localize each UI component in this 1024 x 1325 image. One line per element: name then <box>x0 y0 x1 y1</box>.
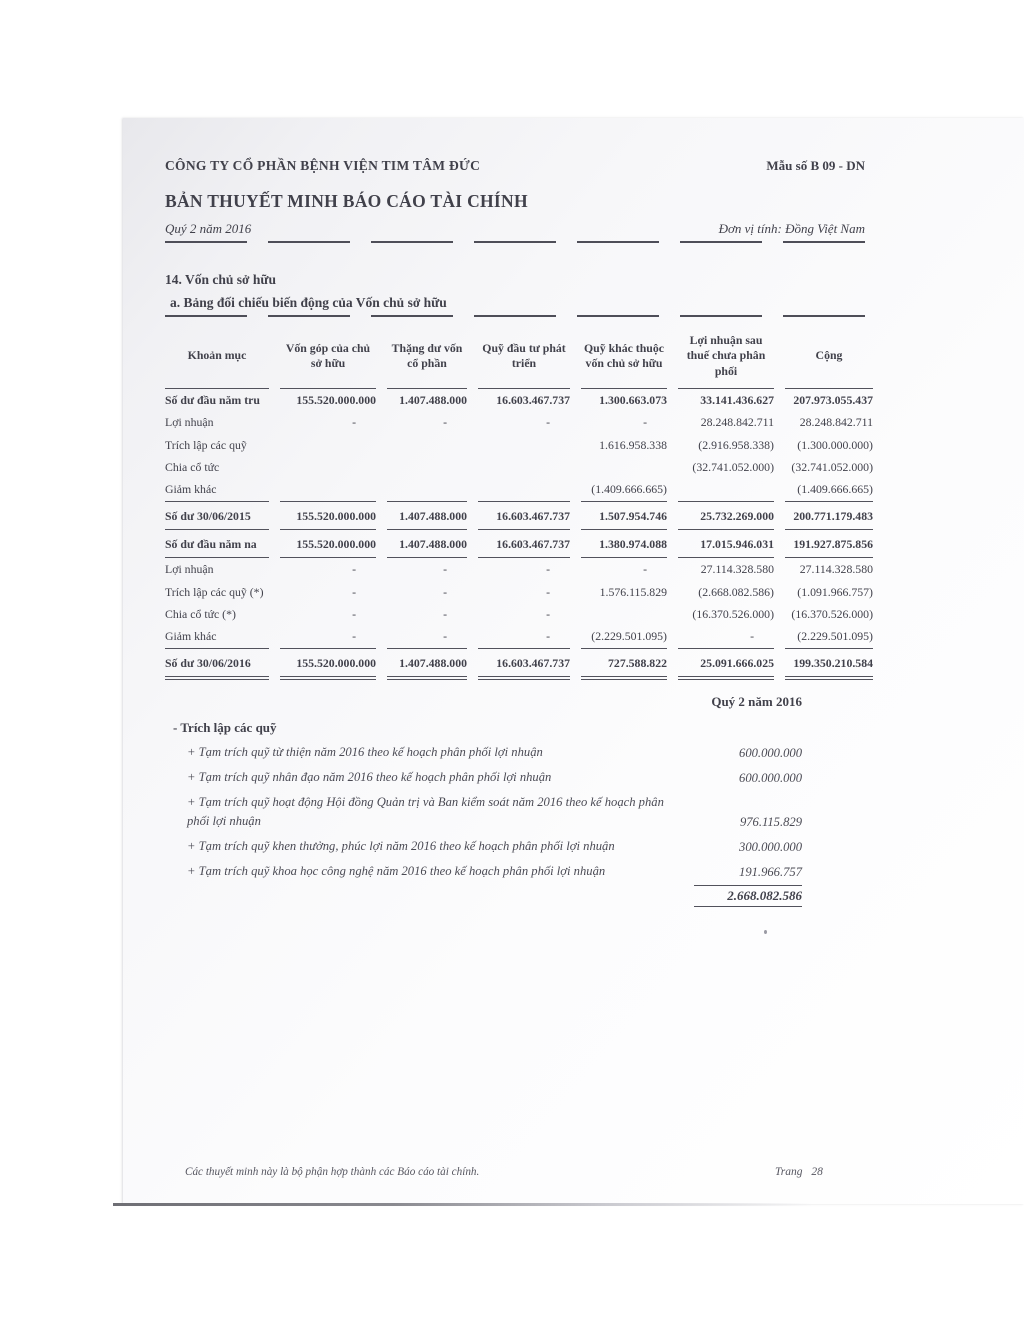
column-header: Thặng dư vốn cổ phần <box>387 323 467 389</box>
row-label: Số dư 30/06/2015 <box>165 501 269 530</box>
table-cell: - <box>546 562 550 577</box>
table-row <box>165 558 873 580</box>
page-bottom-edge <box>113 1203 813 1206</box>
table-row <box>165 501 873 530</box>
table-cell: - <box>443 629 447 644</box>
table-cell: - <box>352 584 356 599</box>
table-cell: (1.409.666.665) <box>797 482 873 497</box>
table-cell: 28.248.842.711 <box>700 415 774 430</box>
table-row <box>165 625 873 647</box>
table-cell: (2.229.501.095) <box>797 629 873 644</box>
table-row <box>165 581 873 603</box>
fund-item-label: + Tạm trích quỹ hoạt động Hội đồng Quản trị và Ban kiểm soát năm 2016 theo kế hoạch phân phối lợi nhuận <box>187 795 664 828</box>
table-cell: - <box>643 562 647 577</box>
table-cell <box>581 456 667 478</box>
table-cell: 1.616.958.338 <box>599 437 667 452</box>
table-cell: 1.576.115.829 <box>599 584 667 599</box>
table-cell: 27.114.328.580 <box>700 562 774 577</box>
fund-item-value: 191.966.757 <box>739 865 802 880</box>
table-cell: 16.603.467.737 <box>478 530 570 558</box>
table-cell: - <box>352 562 356 577</box>
fund-item-value: 600.000.000 <box>739 771 802 786</box>
table-cell: (1.409.666.665) <box>591 482 667 497</box>
table-cell: 727.588.822 <box>581 648 667 680</box>
table-cell <box>280 456 376 478</box>
footer-page-number: Trang 28 <box>775 1166 823 1178</box>
company-name: CÔNG TY CỔ PHẦN BỆNH VIỆN TIM TÂM ĐỨC <box>165 158 481 173</box>
fund-item-label: + Tạm trích quỹ nhân đạo năm 2016 theo kế hoạch phân phối lợi nhuận <box>187 770 552 785</box>
fund-item-label: + Tạm trích quỹ khen thưởng, phúc lợi năm 2016 theo kế hoạch phân phối lợi nhuận <box>187 838 615 853</box>
table-cell: 28.248.842.711 <box>799 415 873 430</box>
table-cell: 16.603.467.737 <box>478 501 570 530</box>
table-cell: 155.520.000.000 <box>280 648 376 680</box>
funds-total-value: 2.668.082.586 <box>694 885 802 907</box>
fund-item-row <box>165 837 802 855</box>
table-cell: (32.741.052.000) <box>692 459 774 474</box>
table-cell: (1.091.966.757) <box>797 584 873 599</box>
column-header: Vốn góp của chủ sở hữu <box>280 323 376 389</box>
table-cell: (16.370.526.000) <box>791 606 873 621</box>
table-cell <box>581 603 667 625</box>
table-cell <box>387 456 467 478</box>
report-period: Quý 2 năm 2016 <box>165 221 252 236</box>
row-label: Số dư đầu năm na <box>165 530 269 558</box>
column-header: Khoản mục <box>165 323 269 389</box>
table-cell: 200.771.179.483 <box>785 501 873 530</box>
row-label: Trích lập các quỹ <box>165 437 247 452</box>
table-cell: - <box>352 606 356 621</box>
fund-item-value: 300.000.000 <box>739 840 802 855</box>
table-cell: - <box>643 415 647 430</box>
table-cell: 155.520.000.000 <box>280 501 376 530</box>
table-cell: - <box>546 606 550 621</box>
table-cell <box>478 478 570 500</box>
fund-item-label: + Tạm trích quỹ từ thiện năm 2016 theo kế hoạch phân phối lợi nhuận <box>187 744 543 759</box>
fund-item-label: + Tạm trích quỹ khoa học công nghệ năm 2016 theo kế hoạch phân phối lợi nhuận <box>187 864 606 879</box>
row-label: Số dư 30/06/2016 <box>165 648 269 680</box>
row-label: Số dư đầu năm tru <box>165 392 260 407</box>
table-cell: (16.370.526.000) <box>692 606 774 621</box>
table-cell: 155.520.000.000 <box>296 392 376 407</box>
table-cell: 25.732.269.000 <box>678 501 774 530</box>
table-cell: 16.603.467.737 <box>496 392 570 407</box>
fund-item-row <box>165 862 802 880</box>
table-cell: 1.300.663.073 <box>599 392 667 407</box>
table-cell: - <box>750 629 754 644</box>
table-cell: - <box>546 584 550 599</box>
equity-movement-table <box>154 323 884 680</box>
table-cell <box>678 478 774 500</box>
table-row <box>165 648 873 680</box>
segmented-rule-subtitle <box>165 315 865 317</box>
table-cell: 207.973.055.437 <box>793 392 873 407</box>
table-cell: - <box>546 415 550 430</box>
table-cell: - <box>443 562 447 577</box>
row-label: Lợi nhuận <box>165 562 214 577</box>
table-cell <box>280 478 376 500</box>
table-row <box>165 478 873 500</box>
column-header: Quỹ đầu tư phát triển <box>478 323 570 389</box>
scan-artifact-dot <box>764 930 767 934</box>
section-subtitle: a. Bảng đối chiếu biến động của Vốn chủ sở hữu <box>170 295 447 310</box>
table-cell: 1.407.488.000 <box>399 392 467 407</box>
equity-table-body <box>165 389 873 680</box>
table-cell <box>387 434 467 456</box>
row-label: Trích lập các quỹ (*) <box>165 584 264 599</box>
table-header-row <box>165 323 873 389</box>
fund-item-value: 600.000.000 <box>739 746 802 761</box>
funds-period-header: Quý 2 năm 2016 <box>711 693 802 709</box>
table-cell <box>387 478 467 500</box>
table-cell: - <box>443 415 447 430</box>
table-cell: 1.407.488.000 <box>387 648 467 680</box>
document-title: BẢN THUYẾT MINH BÁO CÁO TÀI CHÍNH <box>165 191 528 211</box>
table-cell: - <box>443 606 447 621</box>
table-cell: (2.916.958.338) <box>698 437 774 452</box>
table-cell: 16.603.467.737 <box>478 648 570 680</box>
funds-section-title: - Trích lập các quỹ <box>173 719 277 735</box>
table-cell: 1.407.488.000 <box>387 501 467 530</box>
table-cell: - <box>546 629 550 644</box>
funds-total-row <box>165 885 802 907</box>
row-label: Chia cổ tức (*) <box>165 606 236 621</box>
column-header: Lợi nhuận sau thuế chưa phân phối <box>678 323 774 389</box>
table-cell: - <box>443 584 447 599</box>
table-row <box>165 389 873 411</box>
page-content <box>165 158 873 907</box>
segmented-rule-top <box>165 241 865 243</box>
scanned-page <box>123 118 1024 1204</box>
table-row <box>165 434 873 456</box>
table-cell: (2.668.082.586) <box>698 584 774 599</box>
table-cell: (32.741.052.000) <box>791 459 873 474</box>
table-cell: 17.015.946.031 <box>678 530 774 558</box>
table-cell: - <box>352 629 356 644</box>
footer-note: Các thuyết minh này là bộ phận hợp thành các Báo cáo tài chính. <box>185 1166 480 1178</box>
table-cell <box>478 434 570 456</box>
table-cell: 1.380.974.088 <box>581 530 667 558</box>
fund-item-row <box>165 768 802 786</box>
currency-unit: Đơn vị tính: Đồng Việt Nam <box>718 221 865 236</box>
section-title: 14. Vốn chủ sở hữu <box>165 272 276 287</box>
table-cell: (1.300.000.000) <box>797 437 873 452</box>
table-cell <box>280 434 376 456</box>
table-cell: - <box>352 415 356 430</box>
column-header: Cộng <box>785 323 873 389</box>
funds-item-list <box>165 743 802 881</box>
table-cell: (2.229.501.095) <box>591 629 667 644</box>
fund-appropriation-section <box>165 694 802 908</box>
fund-item-row <box>165 743 802 761</box>
table-row <box>165 411 873 433</box>
table-cell: 155.520.000.000 <box>280 530 376 558</box>
table-cell: 1.407.488.000 <box>387 530 467 558</box>
document-header <box>165 158 865 174</box>
fund-item-value: 976.115.829 <box>739 814 802 829</box>
fund-item-row <box>165 793 802 830</box>
table-row <box>165 456 873 478</box>
column-header: Quỹ khác thuộc vốn chủ sở hữu <box>581 323 667 389</box>
table-cell: 1.507.954.746 <box>581 501 667 530</box>
period-row <box>165 221 865 237</box>
row-label: Giảm khác <box>165 629 217 644</box>
row-label: Chia cổ tức <box>165 459 220 474</box>
row-label: Lợi nhuận <box>165 415 214 430</box>
table-cell: 199.350.210.584 <box>785 648 873 680</box>
table-cell: 25.091.666.025 <box>678 648 774 680</box>
table-cell: 191.927.875.856 <box>785 530 873 558</box>
table-cell <box>478 456 570 478</box>
form-number: Mẫu số B 09 - DN <box>766 158 865 173</box>
table-cell: 27.114.328.580 <box>799 562 873 577</box>
table-row <box>165 603 873 625</box>
row-label: Giảm khác <box>165 482 217 497</box>
table-row <box>165 530 873 558</box>
table-cell: 33.141.436.627 <box>700 392 774 407</box>
